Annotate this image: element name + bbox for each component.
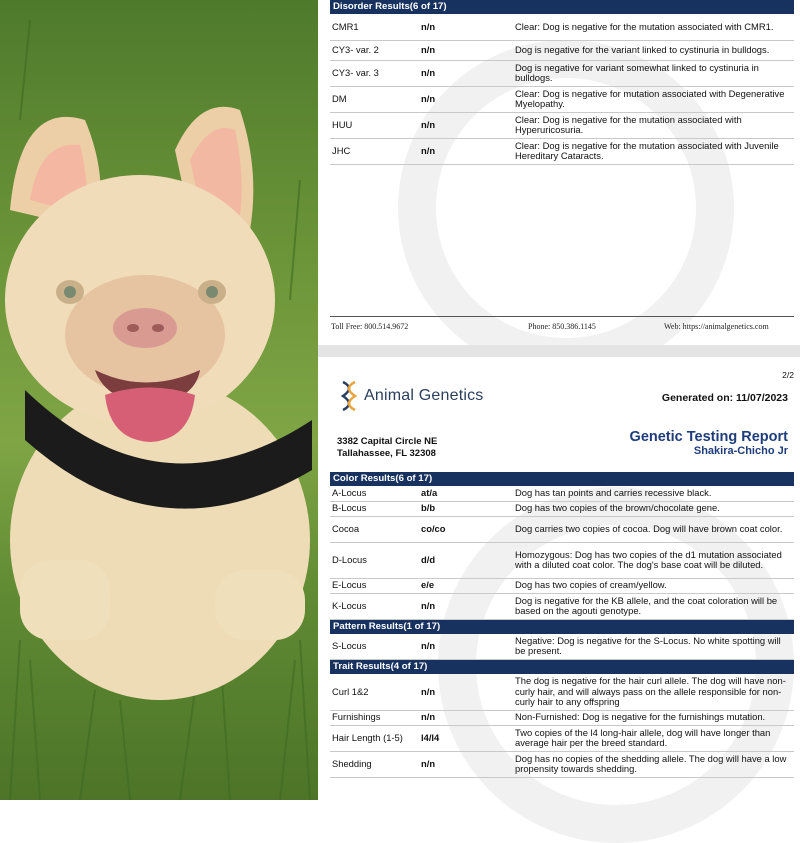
result-description: Dog has no copies of the shedding allele. The dog will have a low propensity towards shedding.	[513, 751, 794, 777]
disorder-results-header: Disorder Results(6 of 17)	[330, 0, 794, 14]
result-name: CMR1	[330, 14, 419, 40]
result-row	[330, 593, 794, 619]
result-genotype: l4/l4	[419, 725, 513, 751]
report-title-block	[630, 429, 788, 457]
result-row	[330, 486, 794, 501]
dog-illustration	[0, 0, 318, 800]
result-name: DM	[330, 86, 419, 112]
result-genotype: b/b	[419, 501, 513, 516]
result-description: Dog is negative for the KB allele, and the coat coloration will be based on the agouti genotype.	[513, 593, 794, 619]
result-name: CY3- var. 2	[330, 40, 419, 60]
result-row	[330, 634, 794, 660]
result-description: Dog carries two copies of cocoa. Dog will have brown coat color.	[513, 516, 794, 542]
result-genotype: n/n	[419, 593, 513, 619]
result-row	[330, 751, 794, 777]
page-number: 2/2	[782, 370, 794, 380]
address-line-1: 3382 Capital Circle NE	[337, 436, 438, 447]
address-line-2: Tallahassee, FL 32308	[337, 448, 436, 459]
page-separator	[318, 345, 800, 357]
result-description: Dog has two copies of the brown/chocolate gene.	[513, 501, 794, 516]
dog-name: Shakira-Chicho Jr	[693, 445, 788, 457]
lab-address	[337, 436, 437, 460]
result-genotype: n/n	[419, 138, 513, 164]
pattern-results-table	[330, 634, 794, 661]
result-row	[330, 112, 794, 138]
result-genotype: n/n	[419, 674, 513, 710]
result-row	[330, 542, 794, 578]
result-description: Clear: Dog is negative for the mutation associated with Hyperuricosuria.	[513, 112, 794, 138]
pattern-results-header: Pattern Results(1 of 17)	[330, 620, 794, 634]
brand-header	[340, 380, 484, 412]
color-results-table	[330, 486, 794, 620]
dog-photo	[0, 0, 318, 800]
result-row	[330, 674, 794, 710]
result-description: Homozygous: Dog has two copies of the d1 mutation associated with a diluted coat color. The dog's base coat will be diluted.	[513, 542, 794, 578]
result-description: Dog is negative for the variant linked to cystinuria in bulldogs.	[513, 40, 794, 60]
result-name: HUU	[330, 112, 419, 138]
result-row	[330, 710, 794, 725]
result-description: Clear: Dog is negative for mutation associated with Degenerative Myelopathy.	[513, 86, 794, 112]
result-description: Negative: Dog is negative for the S-Locus. No white spotting will be present.	[513, 634, 794, 660]
footer-phone: Phone: 850.386.1145	[528, 322, 596, 331]
result-name: E-Locus	[330, 578, 419, 593]
result-description: Clear: Dog is negative for the mutation associated with CMR1.	[513, 14, 794, 40]
brand-name: Animal Genetics	[364, 387, 484, 404]
result-genotype: n/n	[419, 86, 513, 112]
disorder-results-table	[330, 14, 794, 165]
result-name: A-Locus	[330, 486, 419, 501]
result-name: Shedding	[330, 751, 419, 777]
footer-web: Web: https://animalgenetics.com	[664, 322, 769, 331]
result-description: Dog is negative for variant somewhat linked to cystinuria in bulldogs.	[513, 60, 794, 86]
result-name: K-Locus	[330, 593, 419, 619]
result-name: D-Locus	[330, 542, 419, 578]
result-genotype: n/n	[419, 112, 513, 138]
result-row	[330, 138, 794, 164]
result-row	[330, 40, 794, 60]
result-genotype: n/n	[419, 710, 513, 725]
result-row	[330, 516, 794, 542]
disorder-results-section	[330, 0, 794, 165]
result-genotype: n/n	[419, 14, 513, 40]
result-genotype: e/e	[419, 578, 513, 593]
result-row	[330, 14, 794, 40]
trait-results-table	[330, 674, 794, 778]
results-page-2	[330, 472, 794, 778]
dna-logo-icon	[340, 380, 358, 412]
result-name: Cocoa	[330, 516, 419, 542]
report-title: Genetic Testing Report	[629, 429, 788, 445]
result-name: JHC	[330, 138, 419, 164]
result-genotype: n/n	[419, 60, 513, 86]
result-description: Two copies of the l4 long-hair allele, dog will have longer than average hair per the breed standard.	[513, 725, 794, 751]
result-description: The dog is negative for the hair curl allele. The dog will have non-curly hair, and will always pass on the allele responsible for non-curly hair to any offspring	[513, 674, 794, 710]
result-genotype: d/d	[419, 542, 513, 578]
result-row	[330, 725, 794, 751]
result-row	[330, 501, 794, 516]
result-genotype: at/a	[419, 486, 513, 501]
footer-divider	[330, 316, 794, 317]
result-row	[330, 86, 794, 112]
color-results-header: Color Results(6 of 17)	[330, 472, 794, 486]
result-row	[330, 578, 794, 593]
trait-results-header: Trait Results(4 of 17)	[330, 660, 794, 674]
result-genotype: n/n	[419, 40, 513, 60]
result-description: Dog has tan points and carries recessive black.	[513, 486, 794, 501]
result-description: Non-Furnished: Dog is negative for the furnishings mutation.	[513, 710, 794, 725]
result-description: Clear: Dog is negative for the mutation associated with Juvenile Hereditary Cataracts.	[513, 138, 794, 164]
result-name: Furnishings	[330, 710, 419, 725]
result-genotype: n/n	[419, 751, 513, 777]
result-description: Dog has two copies of cream/yellow.	[513, 578, 794, 593]
result-name: S-Locus	[330, 634, 419, 660]
result-name: B-Locus	[330, 501, 419, 516]
footer-toll-free: Toll Free: 800.514.9672	[331, 322, 409, 331]
result-genotype: n/n	[419, 634, 513, 660]
result-name: Curl 1&2	[330, 674, 419, 710]
result-name: CY3- var. 3	[330, 60, 419, 86]
result-row	[330, 60, 794, 86]
result-genotype: co/co	[419, 516, 513, 542]
generated-date: Generated on: 11/07/2023	[661, 392, 788, 404]
result-name: Hair Length (1-5)	[330, 725, 419, 751]
